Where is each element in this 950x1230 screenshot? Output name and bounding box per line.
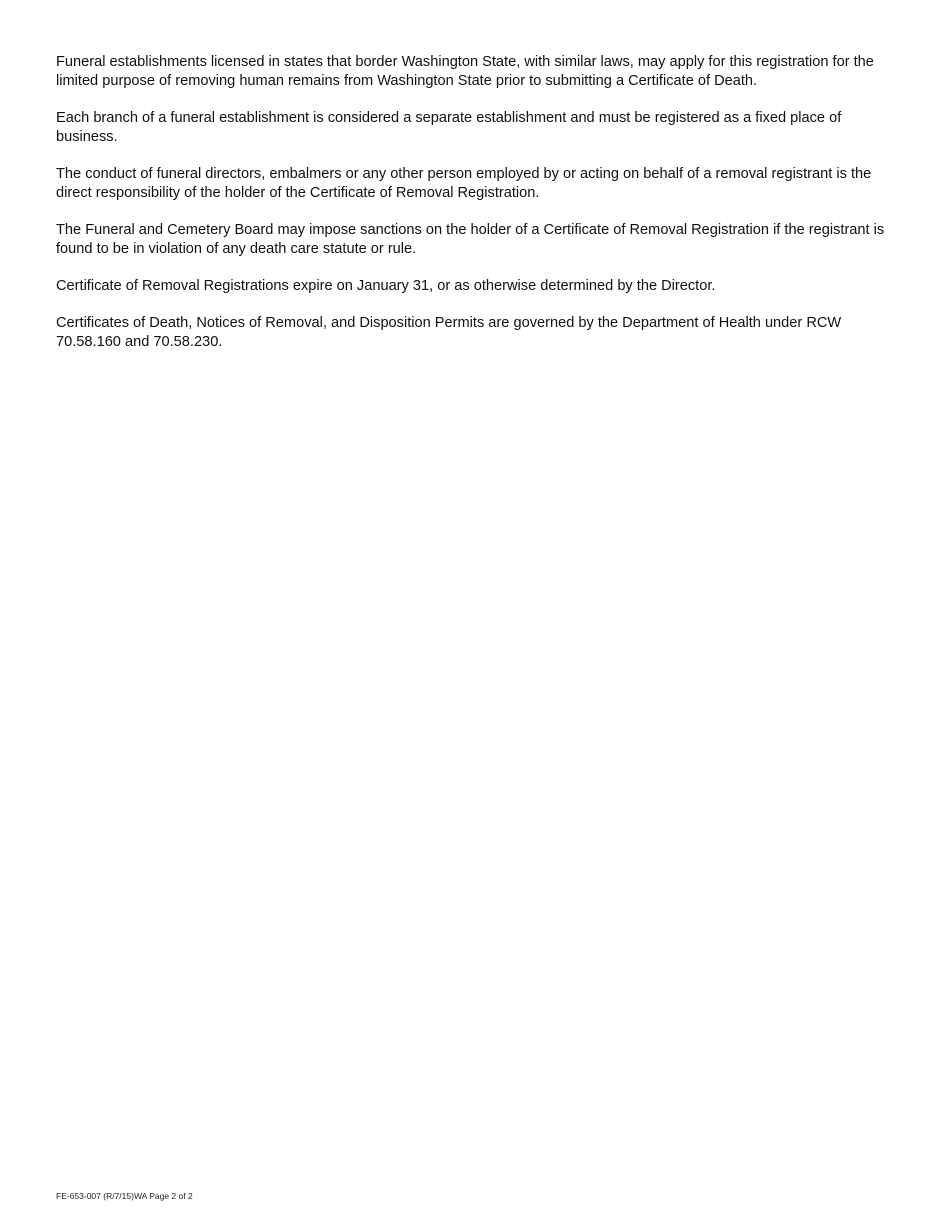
paragraph-board-sanctions: The Funeral and Cemetery Board may impose sanctions on the holder of a Certificate of Removal Registration if the registrant is found to be in violation of any death care statute or rule. (56, 222, 885, 257)
paragraph-department-of-health: Certificates of Death, Notices of Removal, and Disposition Permits are governed by the Department of Health under RCW 70.58.160 and 70.58.230. (56, 315, 842, 350)
form-footer: FE-653-007 (R/7/15)WA Page 2 of 2 (56, 1191, 193, 1201)
paragraph-registration-expiry: Certificate of Removal Registrations expire on January 31, or as otherwise determined by the Director. (56, 278, 716, 294)
paragraph-conduct-responsibility: The conduct of funeral directors, embalmers or any other person employed by or acting on behalf of a removal registrant is the direct responsibility of the holder of the Certificate of Removal Registration. (56, 166, 872, 201)
paragraph-border-state-registration: Funeral establishments licensed in states that border Washington State, with similar laws, may apply for this registration for the limited purpose of removing human remains from Washington State prior to submitting a Certificate of Death. (56, 54, 874, 89)
paragraph-branch-establishment: Each branch of a funeral establishment is considered a separate establishment and must be registered as a fixed place of business. (56, 110, 842, 145)
document-body (56, 53, 896, 370)
